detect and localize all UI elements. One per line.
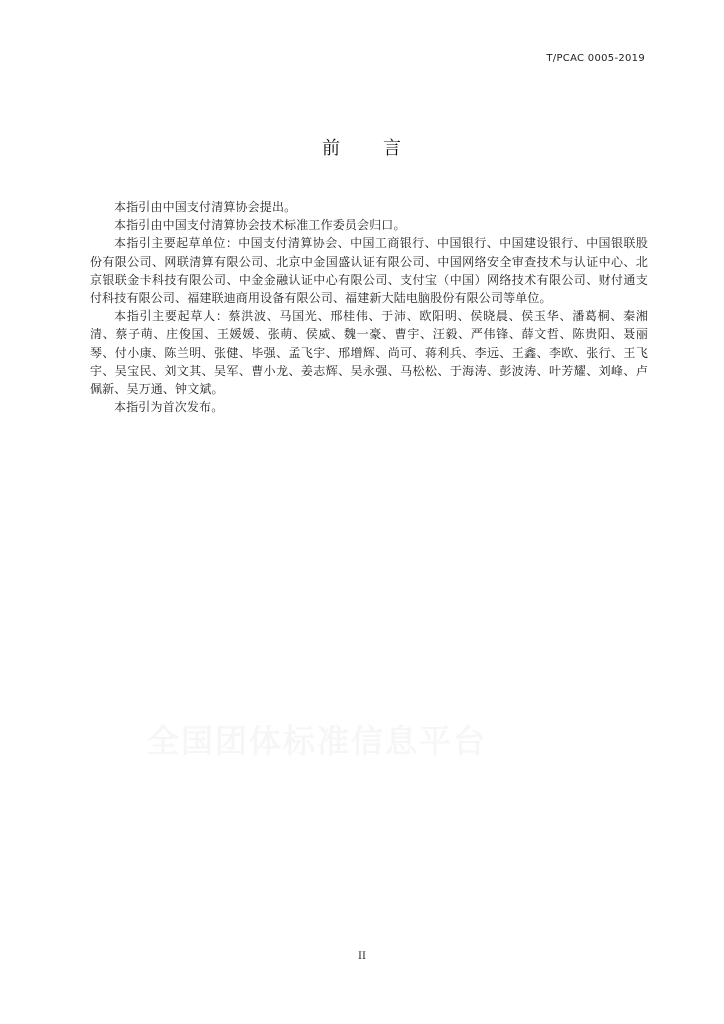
title-char-2: 言 xyxy=(383,138,402,159)
foreword-body xyxy=(90,198,648,416)
title-char-1: 前 xyxy=(322,138,341,159)
paragraph-centralized: 本指引由中国支付清算协会技术标准工作委员会归口。 xyxy=(114,218,406,233)
paragraph-first-release: 本指引为首次发布。 xyxy=(114,400,224,415)
section-title xyxy=(0,134,724,160)
paragraph-drafting-units: 本指引主要起草单位：中国支付清算协会、中国工商银行、中国银行、中国建设银行、中国银联股份有限公司、网联清算有限公司、北京中金国盛认证有限公司、中国网络安全审查技术与认证中心、北京银联金卡科技有限公司、中金金融认证中心有限公司、支付宝（中国）网络技术有限公司、财付通支付科技有限公司、福建联迪商用设备有限公司、福建新大陆电脑股份有限公司等单位。 xyxy=(90,236,648,306)
paragraph-proposer: 本指引由中国支付清算协会提出。 xyxy=(114,200,297,214)
document-code: T/PCAC 0005-2019 xyxy=(546,53,645,64)
paragraph-drafters: 本指引主要起草人：蔡洪波、马国光、邢桂伟、于沛、欧阳明、侯晓晨、侯玉华、潘葛桐、秦湘清、蔡子萌、庄俊国、王媛媛、张萌、侯威、魏一豪、曹宇、汪毅、严伟锋、薛文哲、陈贵阳、聂丽琴、付小康、陈兰明、张健、毕强、孟飞宇、邢增辉、尚可、蒋利兵、李远、王鑫、李欧、张行、王飞宇、吴宝民、刘文其、吴军、曹小龙、姜志辉、吴永强、马松松、于海涛、彭波涛、叶芳耀、刘峰、卢佩新、吴万通、钟文斌。 xyxy=(90,309,648,397)
watermark: 全国团体标准信息平台 xyxy=(147,722,488,760)
page-number: II xyxy=(358,951,366,962)
